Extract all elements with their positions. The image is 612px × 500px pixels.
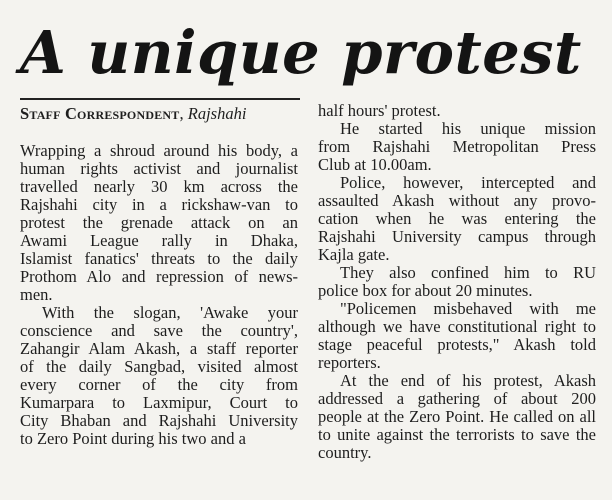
byline-separator: , xyxy=(179,104,188,123)
article-line: every corner of the city from xyxy=(20,375,298,394)
article-paragraph xyxy=(318,372,596,462)
article-line: to Zero Point during his two and a xyxy=(20,429,246,448)
article-paragraph xyxy=(318,120,596,174)
article-body-left xyxy=(20,142,298,448)
article-line: conscience and save the country', xyxy=(20,321,298,340)
article-line: At the end of his protest, Akash xyxy=(340,371,596,390)
article-line: people at the Zero Point. He called on all xyxy=(318,407,596,426)
article-line: travelled nearly 30 km across the xyxy=(20,177,298,196)
article-line: half hours' protest. xyxy=(318,101,441,120)
article-line: Police, however, intercepted and xyxy=(340,173,596,192)
article-body-right xyxy=(318,102,596,462)
article-line: "Policemen misbehaved with me xyxy=(340,299,596,318)
byline-role: Staff Correspondent xyxy=(20,104,180,123)
article-line: City Bhaban and Rajshahi University xyxy=(20,411,298,430)
article-line: Zahangir Alam Akash, a staff reporter xyxy=(20,339,298,358)
article-paragraph xyxy=(318,102,596,120)
article-line: protest the grenade attack on an xyxy=(20,213,298,232)
article-paragraph xyxy=(318,300,596,372)
article-line: Kajla gate. xyxy=(318,245,390,264)
article-paragraph xyxy=(318,174,596,264)
article-line: reporters. xyxy=(318,353,381,372)
article-line: stage peaceful protests," Akash told xyxy=(318,335,596,354)
article-paragraph xyxy=(20,304,298,448)
article-line: country. xyxy=(318,443,372,462)
article-line: to unite against the terrorists to save the xyxy=(318,425,596,444)
article-paragraph xyxy=(20,142,298,304)
article-line: He started his unique mission xyxy=(340,119,596,138)
article-line: human rights activist and journalist xyxy=(20,159,298,178)
byline-rule xyxy=(20,98,300,100)
article-line: assaulted Akash without any provo- xyxy=(318,191,596,210)
article-column-right xyxy=(318,102,596,462)
article-line: Kumarpara to Laxmipur, Court to xyxy=(20,393,298,412)
article-line: Rajshahi University campus through xyxy=(318,227,596,246)
byline-place: Rajshahi xyxy=(187,104,247,123)
article-line: Prothom Alo and repression of news- xyxy=(20,267,298,286)
article-line: from Rajshahi Metropolitan Press xyxy=(318,137,596,156)
article-line: With the slogan, 'Awake your xyxy=(42,303,298,322)
article-line: Wrapping a shroud around his body, a xyxy=(20,141,298,160)
article-line: of the daily Sangbad, visited almost xyxy=(20,357,298,376)
article-column-left xyxy=(20,104,298,448)
article-line: although we have constitutional right to xyxy=(318,317,596,336)
article-line: police box for about 20 minutes. xyxy=(318,281,533,300)
article-line: men. xyxy=(20,285,53,304)
headline: A unique protest xyxy=(20,18,582,87)
article-line: They also confined him to RU xyxy=(340,263,596,282)
article-line: addressed a gathering of about 200 xyxy=(318,389,596,408)
article-line: cation when he was entering the xyxy=(318,209,596,228)
article-line: Islamist fanatics' threats to the daily xyxy=(20,249,298,268)
article-line: Club at 10.00am. xyxy=(318,155,432,174)
article-line: Awami League rally in Dhaka, xyxy=(20,231,298,250)
byline xyxy=(20,104,298,124)
article-line: Rajshahi city in a rickshaw-van to xyxy=(20,195,298,214)
article-paragraph xyxy=(318,264,596,300)
